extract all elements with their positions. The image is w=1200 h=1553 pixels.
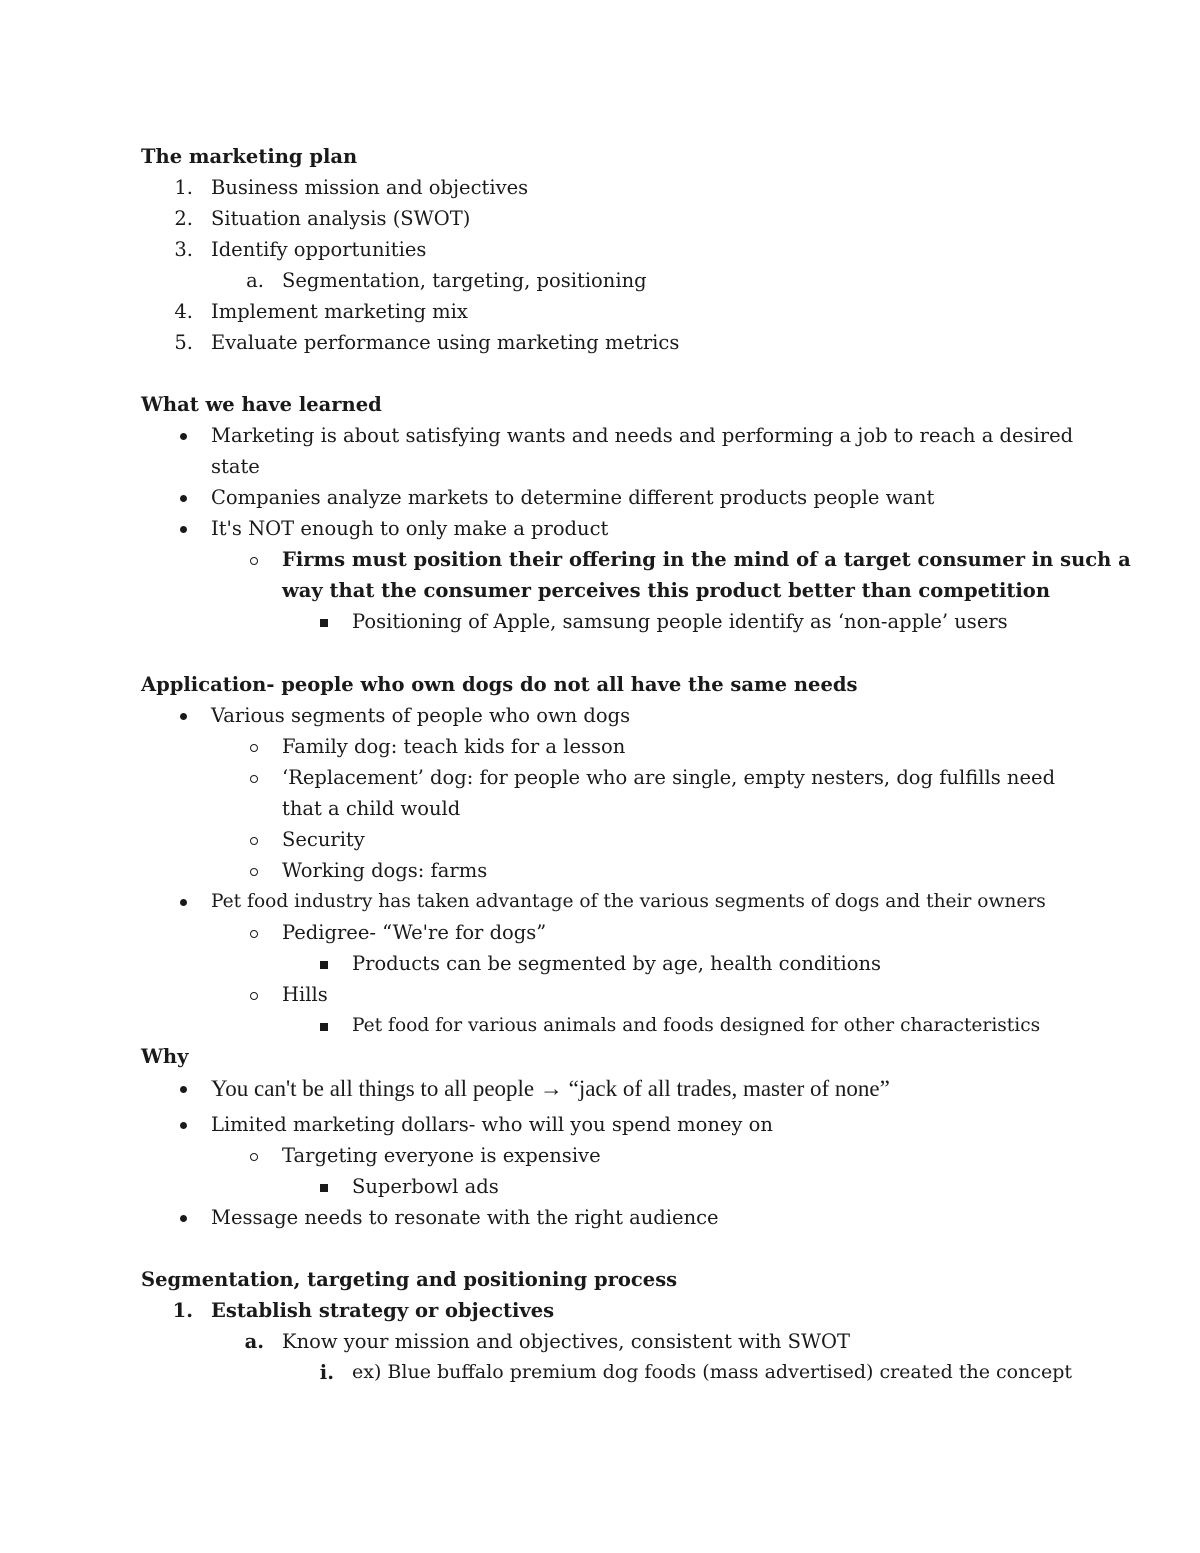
bullet-item — [0, 1073, 1200, 1104]
sub-bullet-item — [0, 762, 1200, 793]
list-item-text: Positioning of Apple, samsung people identify as ‘non-apple’ users — [352, 610, 1008, 633]
sub-sub-bullet-item — [0, 606, 1200, 637]
bullet-icon — [180, 899, 187, 906]
bullet-icon — [180, 1086, 187, 1093]
circle-bullet-icon — [250, 930, 258, 938]
list-item-text: You can't be all things to all people → “jack of all trades, master of none” — [211, 1076, 890, 1101]
section-heading — [0, 1264, 1200, 1295]
sub-bullet-continuation — [0, 793, 1200, 824]
list-item-text: Identify opportunities — [211, 238, 427, 261]
list-item-text: Implement marketing mix — [211, 300, 468, 323]
circle-bullet-icon — [250, 744, 258, 752]
list-item-text: Segmentation, targeting, positioning — [282, 269, 647, 292]
list-number: 3. — [174, 238, 193, 261]
list-number: 5. — [174, 331, 193, 354]
sub-bullet-continuation — [0, 575, 1200, 606]
square-bullet-icon — [320, 1023, 328, 1031]
list-item-text: Companies analyze markets to determine different products people want — [211, 486, 935, 509]
list-item-text: Situation analysis (SWOT) — [211, 207, 471, 230]
list-letter: a. — [246, 269, 264, 292]
list-item-text: Limited marketing dollars- who will you spend money on — [211, 1113, 773, 1136]
bullet-continuation — [0, 451, 1200, 482]
circle-bullet-icon — [250, 992, 258, 1000]
sub-bullet-item — [0, 855, 1200, 886]
list-item-text: state — [211, 455, 260, 478]
list-item-text: Evaluate performance using marketing metrics — [211, 331, 680, 354]
circle-bullet-icon — [250, 557, 258, 565]
square-bullet-icon — [320, 619, 328, 627]
list-item-text: way that the consumer perceives this product better than competition — [282, 579, 1050, 602]
bullet-icon — [180, 526, 187, 533]
list-number: 2. — [174, 207, 193, 230]
list-item-text: Establish strategy or objectives — [211, 1299, 555, 1322]
square-bullet-icon — [320, 961, 328, 969]
list-item-text: Business mission and objectives — [211, 176, 529, 199]
list-item-text: Message needs to resonate with the right audience — [211, 1206, 719, 1229]
numbered-item — [0, 172, 1200, 203]
sub-sub-bullet-item — [0, 1171, 1200, 1202]
bullet-icon — [180, 433, 187, 440]
list-item-text: Marketing is about satisfying wants and needs and performing a job to reach a desired — [211, 424, 1074, 447]
numbered-item — [0, 203, 1200, 234]
list-item-text: Pet food industry has taken advantage of the various segments of dogs and their owners — [211, 891, 1046, 912]
list-item-text: Pet food for various animals and foods designed for other characteristics — [352, 1015, 1041, 1036]
list-number: 1. — [172, 1299, 193, 1322]
list-item-text: ex) Blue buffalo premium dog foods (mass advertised) created the concept — [352, 1361, 1072, 1383]
numbered-item — [0, 327, 1200, 358]
section-heading — [0, 141, 1200, 172]
circle-bullet-icon — [250, 868, 258, 876]
numbered-item — [0, 1357, 1200, 1388]
bullet-icon — [180, 713, 187, 720]
list-item-text: It's NOT enough to only make a product — [211, 517, 609, 540]
sub-bullet-item — [0, 824, 1200, 855]
numbered-item — [0, 265, 1200, 296]
list-item-text: Products can be segmented by age, health conditions — [352, 952, 882, 975]
section-heading — [0, 1041, 1200, 1072]
bullet-item — [0, 886, 1200, 917]
list-item-text: Family dog: teach kids for a lesson — [282, 735, 626, 758]
circle-bullet-icon — [250, 837, 258, 845]
list-item-text: Pedigree- “We're for dogs” — [282, 921, 547, 944]
circle-bullet-icon — [250, 775, 258, 783]
sub-bullet-item — [0, 731, 1200, 762]
sub-bullet-item — [0, 1140, 1200, 1171]
numbered-item — [0, 1295, 1200, 1326]
list-item-text: Targeting everyone is expensive — [282, 1144, 601, 1167]
list-item-text: Superbowl ads — [352, 1175, 499, 1198]
bullet-item — [0, 1202, 1200, 1233]
heading-text: Application- people who own dogs do not all have the same needs — [141, 673, 858, 696]
list-roman: i. — [319, 1361, 334, 1384]
numbered-item — [0, 1326, 1200, 1357]
square-bullet-icon — [320, 1184, 328, 1192]
circle-bullet-icon — [250, 1153, 258, 1161]
list-item-text: Working dogs: farms — [282, 859, 488, 882]
list-item-text: Firms must position their offering in the mind of a target consumer in such a — [282, 548, 1131, 571]
heading-text: Why — [141, 1045, 189, 1068]
list-item-text: Know your mission and objectives, consistent with SWOT — [282, 1330, 851, 1353]
bullet-icon — [180, 1122, 187, 1129]
section-heading — [0, 669, 1200, 700]
bullet-item — [0, 482, 1200, 513]
numbered-item — [0, 234, 1200, 265]
list-item-text: Security — [282, 828, 365, 851]
list-number: 1. — [174, 176, 193, 199]
list-number: 4. — [174, 300, 193, 323]
bullet-item — [0, 1109, 1200, 1140]
sub-bullet-item — [0, 544, 1200, 575]
list-letter: a. — [244, 1330, 264, 1353]
numbered-item — [0, 296, 1200, 327]
section-heading — [0, 389, 1200, 420]
bullet-item — [0, 700, 1200, 731]
bullet-icon — [180, 1215, 187, 1222]
heading-text: The marketing plan — [141, 145, 358, 168]
bullet-item — [0, 420, 1200, 451]
bullet-icon — [180, 495, 187, 502]
sub-bullet-item — [0, 979, 1200, 1010]
list-item-text: ‘Replacement’ dog: for people who are single, empty nesters, dog fulfills need — [282, 766, 1056, 789]
sub-sub-bullet-item — [0, 1010, 1200, 1041]
heading-text: What we have learned — [141, 393, 382, 416]
list-item-text: Various segments of people who own dogs — [211, 704, 631, 727]
heading-text: Segmentation, targeting and positioning process — [141, 1268, 678, 1291]
list-item-text: Hills — [282, 983, 328, 1006]
sub-bullet-item — [0, 917, 1200, 948]
list-item-text: that a child would — [282, 797, 461, 820]
sub-sub-bullet-item — [0, 948, 1200, 979]
bullet-item — [0, 513, 1200, 544]
